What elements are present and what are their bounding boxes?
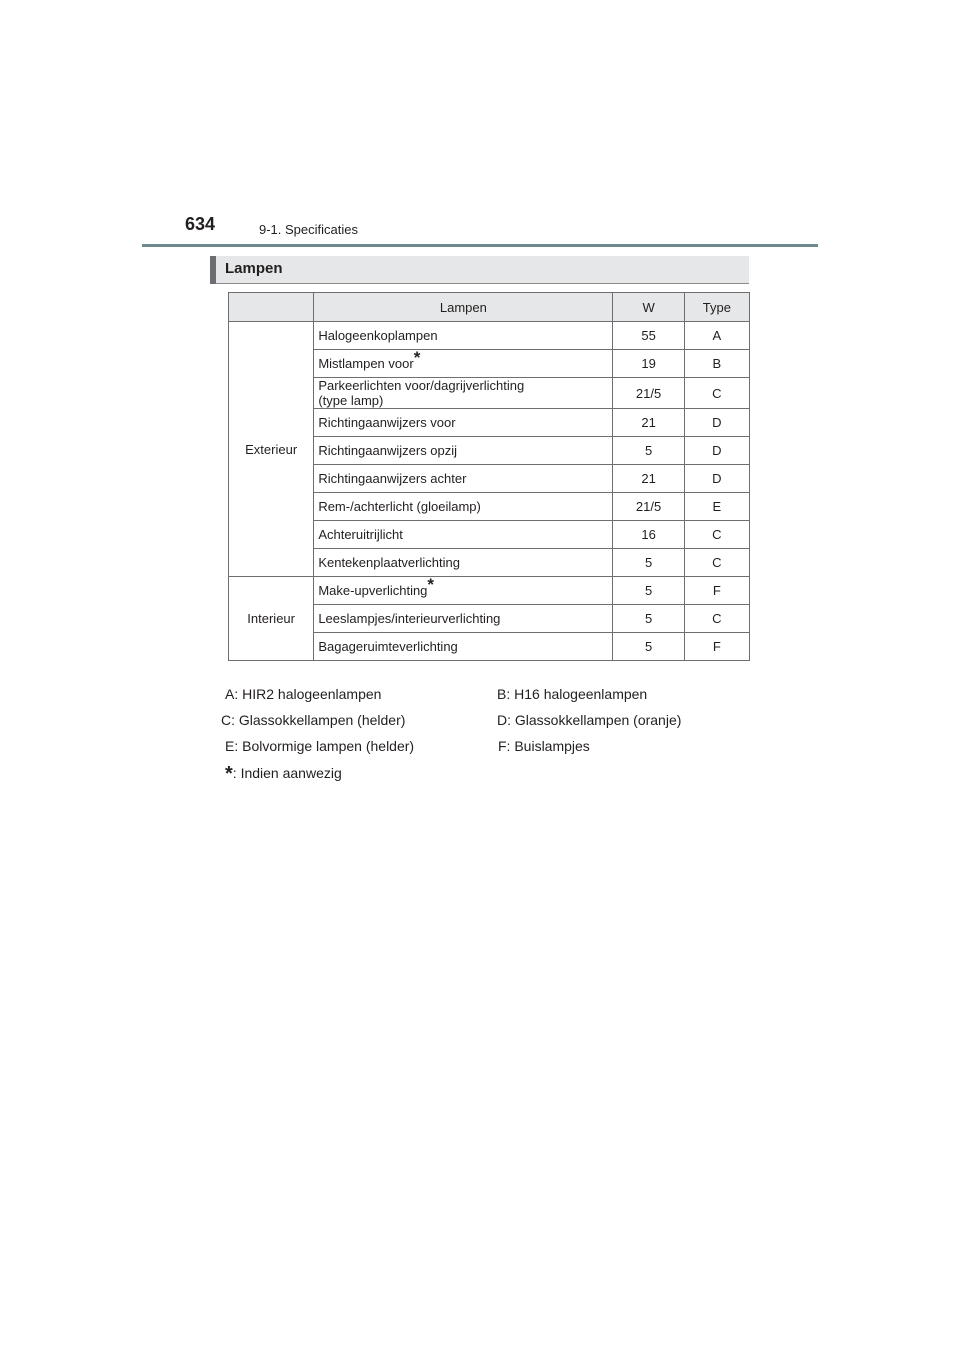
heading-underline	[216, 283, 749, 284]
lamp-name-cell	[314, 605, 613, 633]
wattage-cell: 16	[613, 521, 684, 549]
lamp-name: Kentekenplaatverlichting	[318, 555, 460, 570]
lamp-name-cell	[314, 437, 613, 465]
wattage-cell: 21	[613, 465, 684, 493]
footnote-star: *	[225, 763, 233, 785]
wattage-cell: 5	[613, 437, 684, 465]
footnote-text: : Indien aanwezig	[232, 765, 342, 781]
lamp-name-cell	[314, 521, 613, 549]
lamp-name-cell	[314, 493, 613, 521]
wattage-cell: 19	[613, 350, 684, 378]
page-number: 634	[185, 214, 216, 234]
type-cell: D	[684, 437, 749, 465]
lamp-spec-table	[228, 292, 750, 661]
lamp-name-cell	[314, 633, 613, 661]
header-cell-lamp: Lampen	[314, 293, 613, 322]
section-heading: Lampen	[225, 260, 283, 277]
type-cell: F	[684, 577, 749, 605]
header-cell-category	[229, 293, 314, 322]
wattage-cell: 5	[613, 605, 684, 633]
lamp-name-cell	[314, 378, 613, 409]
type-cell: F	[684, 633, 749, 661]
optional-marker: *	[413, 348, 421, 367]
lamp-name-cell	[314, 465, 613, 493]
lamp-name: Parkeerlichten voor/dagrijverlichting	[318, 378, 525, 393]
lamp-name: Bagageruimteverlichting	[318, 639, 458, 654]
lamp-name-cell	[314, 322, 613, 350]
table-header-row	[229, 293, 750, 322]
type-cell: C	[684, 521, 749, 549]
category-cell: Exterieur	[229, 322, 314, 577]
optional-marker: *	[427, 575, 435, 594]
type-cell: C	[684, 378, 749, 409]
footnote	[225, 763, 342, 786]
lamp-name: Leeslampjes/interieurverlichting	[318, 611, 501, 626]
legend-f: F: Buislampjes	[498, 738, 590, 754]
table-body	[229, 322, 750, 661]
type-cell: C	[684, 605, 749, 633]
lamp-name: Achteruitrijlicht	[318, 527, 403, 542]
legend-b: B: H16 halogeenlampen	[497, 686, 648, 702]
lamp-name-cell	[314, 350, 613, 378]
header-cell-watt: W	[613, 293, 684, 322]
lamp-name: Mistlampen voor	[318, 356, 414, 371]
category-cell: Interieur	[229, 577, 314, 661]
legend-d: D: Glassokkellampen (oranje)	[497, 712, 682, 728]
lamp-name: Make-upverlichting	[318, 583, 428, 598]
wattage-cell: 5	[613, 577, 684, 605]
lamp-name-line2: (type lamp)	[318, 393, 384, 408]
wattage-cell: 5	[613, 633, 684, 661]
wattage-cell: 21/5	[613, 493, 684, 521]
lamp-name-cell	[314, 409, 613, 437]
type-cell: E	[684, 493, 749, 521]
lamp-name: Halogeenkoplampen	[318, 328, 438, 343]
type-cell: A	[684, 322, 749, 350]
legend-e: E: Bolvormige lampen (helder)	[225, 738, 415, 754]
wattage-cell: 21/5	[613, 378, 684, 409]
wattage-cell: 21	[613, 409, 684, 437]
header-cell-type: Type	[684, 293, 749, 322]
lamp-name: Richtingaanwijzers voor	[318, 415, 456, 430]
type-cell: C	[684, 549, 749, 577]
wattage-cell: 55	[613, 322, 684, 350]
section-title: 9-1. Specificaties	[259, 222, 358, 237]
section-heading-box	[210, 256, 749, 284]
lamp-name-cell	[314, 549, 613, 577]
legend-a: A: HIR2 halogeenlampen	[225, 686, 382, 702]
type-cell: D	[684, 465, 749, 493]
lamp-name: Richtingaanwijzers achter	[318, 471, 467, 486]
wattage-cell: 5	[613, 549, 684, 577]
legend-c: C: Glassokkellampen (helder)	[221, 712, 406, 728]
lamp-name: Rem-/achterlicht (gloeilamp)	[318, 499, 481, 514]
table-row	[229, 322, 750, 350]
type-cell: D	[684, 409, 749, 437]
header-divider	[142, 244, 818, 247]
type-cell: B	[684, 350, 749, 378]
lamp-name-cell	[314, 577, 613, 605]
table-row	[229, 577, 750, 605]
lamp-name: Richtingaanwijzers opzij	[318, 443, 458, 458]
